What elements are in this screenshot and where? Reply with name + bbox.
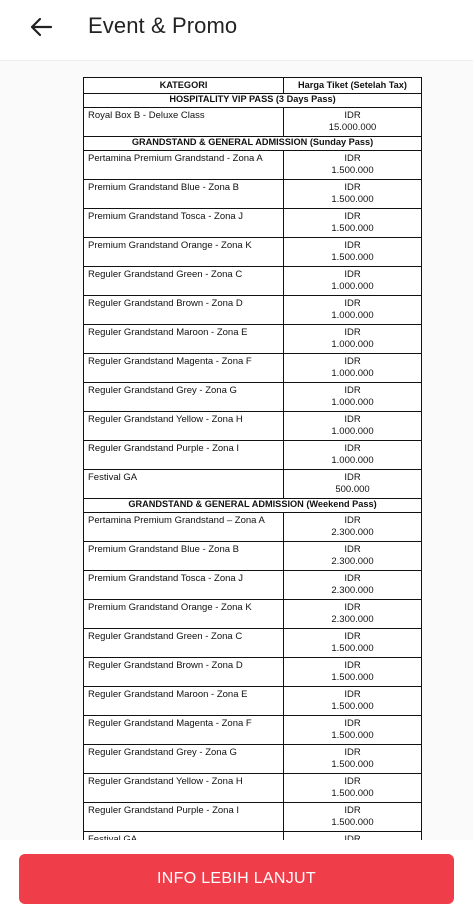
table-row (84, 354, 422, 383)
category-cell: Reguler Grandstand Grey - Zona G (84, 745, 284, 774)
table-row (84, 774, 422, 803)
price-currency: IDR (344, 573, 361, 584)
price-currency: IDR (344, 515, 361, 526)
table-row (84, 542, 422, 571)
price-amount: 1.500.000 (331, 643, 374, 654)
category-cell: Premium Grandstand Tosca - Zona J (84, 571, 284, 600)
section-title: GRANDSTAND & GENERAL ADMISSION (Weekend Pass) (84, 499, 422, 513)
table-row (84, 209, 422, 238)
table-row (84, 687, 422, 716)
category-cell: Reguler Grandstand Maroon - Zona E (84, 325, 284, 354)
price-cell (284, 513, 422, 542)
price-currency: IDR (344, 776, 361, 787)
price-amount: 500.000 (335, 484, 370, 495)
table-row (84, 412, 422, 441)
table-row (84, 151, 422, 180)
column-header-category: KATEGORI (84, 78, 284, 94)
price-cell (284, 716, 422, 745)
table-row (84, 571, 422, 600)
table-row (84, 441, 422, 470)
section-title: GRANDSTAND & GENERAL ADMISSION (Sunday Pass) (84, 137, 422, 151)
category-cell: Premium Grandstand Orange - Zona K (84, 600, 284, 629)
category-cell: Reguler Grandstand Brown - Zona D (84, 296, 284, 325)
category-cell: Reguler Grandstand Purple - Zona I (84, 441, 284, 470)
price-currency: IDR (344, 211, 361, 222)
category-cell: Pertamina Premium Grandstand – Zona A (84, 513, 284, 542)
table-row (84, 180, 422, 209)
category-cell: Reguler Grandstand Green - Zona C (84, 629, 284, 658)
price-currency: IDR (344, 472, 361, 483)
price-cell (284, 600, 422, 629)
category-cell: Premium Grandstand Blue - Zona B (84, 180, 284, 209)
price-currency: IDR (344, 747, 361, 758)
category-cell: Reguler Grandstand Yellow - Zona H (84, 412, 284, 441)
price-cell (284, 658, 422, 687)
price-cell (284, 745, 422, 774)
table-row (84, 513, 422, 542)
price-currency: IDR (344, 153, 361, 164)
arrow-left-icon (30, 17, 52, 37)
category-cell: Festival GA (84, 470, 284, 499)
category-cell: Reguler Grandstand Grey - Zona G (84, 383, 284, 412)
price-cell (284, 238, 422, 267)
price-amount: 1.000.000 (331, 455, 374, 466)
table-row (84, 108, 422, 137)
table-row (84, 325, 422, 354)
price-cell (284, 542, 422, 571)
price-amount: 1.500.000 (331, 817, 374, 828)
price-amount: 1.000.000 (331, 397, 374, 408)
price-cell (284, 296, 422, 325)
price-amount: 2.300.000 (331, 527, 374, 538)
price-cell (284, 571, 422, 600)
table-row (84, 470, 422, 499)
price-cell (284, 412, 422, 441)
price-currency: IDR (344, 110, 361, 121)
table-row (84, 383, 422, 412)
price-amount: 1.500.000 (331, 701, 374, 712)
section-header-row (84, 94, 422, 108)
category-cell: Reguler Grandstand Purple - Zona I (84, 803, 284, 832)
category-cell: Premium Grandstand Blue - Zona B (84, 542, 284, 571)
more-info-button[interactable]: INFO LEBIH LANJUT (19, 854, 454, 904)
price-cell (284, 629, 422, 658)
price-currency: IDR (344, 631, 361, 642)
price-currency: IDR (344, 689, 361, 700)
price-amount: 1.500.000 (331, 759, 374, 770)
category-cell: Pertamina Premium Grandstand - Zona A (84, 151, 284, 180)
price-amount: 2.300.000 (331, 614, 374, 625)
category-cell: Royal Box B - Deluxe Class (84, 108, 284, 137)
category-cell: Reguler Grandstand Magenta - Zona F (84, 354, 284, 383)
price-amount: 1.500.000 (331, 788, 374, 799)
table-row (84, 803, 422, 832)
price-currency: IDR (344, 443, 361, 454)
price-amount: 2.300.000 (331, 585, 374, 596)
price-currency: IDR (344, 298, 361, 309)
table-body (84, 94, 422, 861)
price-currency: IDR (344, 182, 361, 193)
column-header-price: Harga Tiket (Setelah Tax) (284, 78, 422, 94)
table-row (84, 629, 422, 658)
price-amount: 1.000.000 (331, 310, 374, 321)
price-cell (284, 354, 422, 383)
price-amount: 1.500.000 (331, 165, 374, 176)
price-amount: 2.300.000 (331, 556, 374, 567)
section-header-row (84, 137, 422, 151)
category-cell: Reguler Grandstand Magenta - Zona F (84, 716, 284, 745)
app-bar (0, 0, 473, 54)
price-amount: 1.500.000 (331, 672, 374, 683)
price-amount: 1.500.000 (331, 252, 374, 263)
price-cell (284, 774, 422, 803)
category-cell: Reguler Grandstand Yellow - Zona H (84, 774, 284, 803)
promo-content[interactable] (0, 60, 473, 840)
table-header-row (84, 78, 422, 94)
price-currency: IDR (344, 327, 361, 338)
price-amount: 1.000.000 (331, 368, 374, 379)
price-currency: IDR (344, 414, 361, 425)
table-row (84, 745, 422, 774)
price-cell (284, 687, 422, 716)
price-currency: IDR (344, 805, 361, 816)
price-currency: IDR (344, 602, 361, 613)
table-row (84, 600, 422, 629)
category-cell: Reguler Grandstand Maroon - Zona E (84, 687, 284, 716)
price-currency: IDR (344, 240, 361, 251)
price-currency: IDR (344, 544, 361, 555)
price-cell (284, 108, 422, 137)
category-cell: Premium Grandstand Orange - Zona K (84, 238, 284, 267)
price-cell (284, 803, 422, 832)
table-row (84, 658, 422, 687)
back-button[interactable] (26, 12, 56, 42)
price-currency: IDR (344, 718, 361, 729)
price-currency: IDR (344, 269, 361, 280)
price-cell (284, 151, 422, 180)
price-amount: 1.500.000 (331, 730, 374, 741)
table-row (84, 267, 422, 296)
table-row (84, 238, 422, 267)
price-amount: 15.000.000 (328, 122, 377, 133)
price-amount: 1.000.000 (331, 339, 374, 350)
price-currency: IDR (344, 356, 361, 367)
footer-bar (0, 840, 473, 920)
table-row (84, 716, 422, 745)
price-cell (284, 325, 422, 354)
price-cell (284, 180, 422, 209)
price-cell (284, 470, 422, 499)
price-amount: 1.500.000 (331, 194, 374, 205)
section-header-row (84, 499, 422, 513)
category-cell: Reguler Grandstand Brown - Zona D (84, 658, 284, 687)
price-amount: 1.500.000 (331, 223, 374, 234)
price-cell (284, 209, 422, 238)
price-cell (284, 441, 422, 470)
price-currency: IDR (344, 660, 361, 671)
price-cell (284, 383, 422, 412)
price-currency: IDR (344, 385, 361, 396)
section-title: HOSPITALITY VIP PASS (3 Days Pass) (84, 94, 422, 108)
category-cell: Reguler Grandstand Green - Zona C (84, 267, 284, 296)
ticket-price-table (83, 77, 421, 861)
price-amount: 1.000.000 (331, 426, 374, 437)
category-cell: Premium Grandstand Tosca - Zona J (84, 209, 284, 238)
table-row (84, 296, 422, 325)
price-amount: 1.000.000 (331, 281, 374, 292)
page-title: Event & Promo (88, 13, 238, 38)
price-cell (284, 267, 422, 296)
